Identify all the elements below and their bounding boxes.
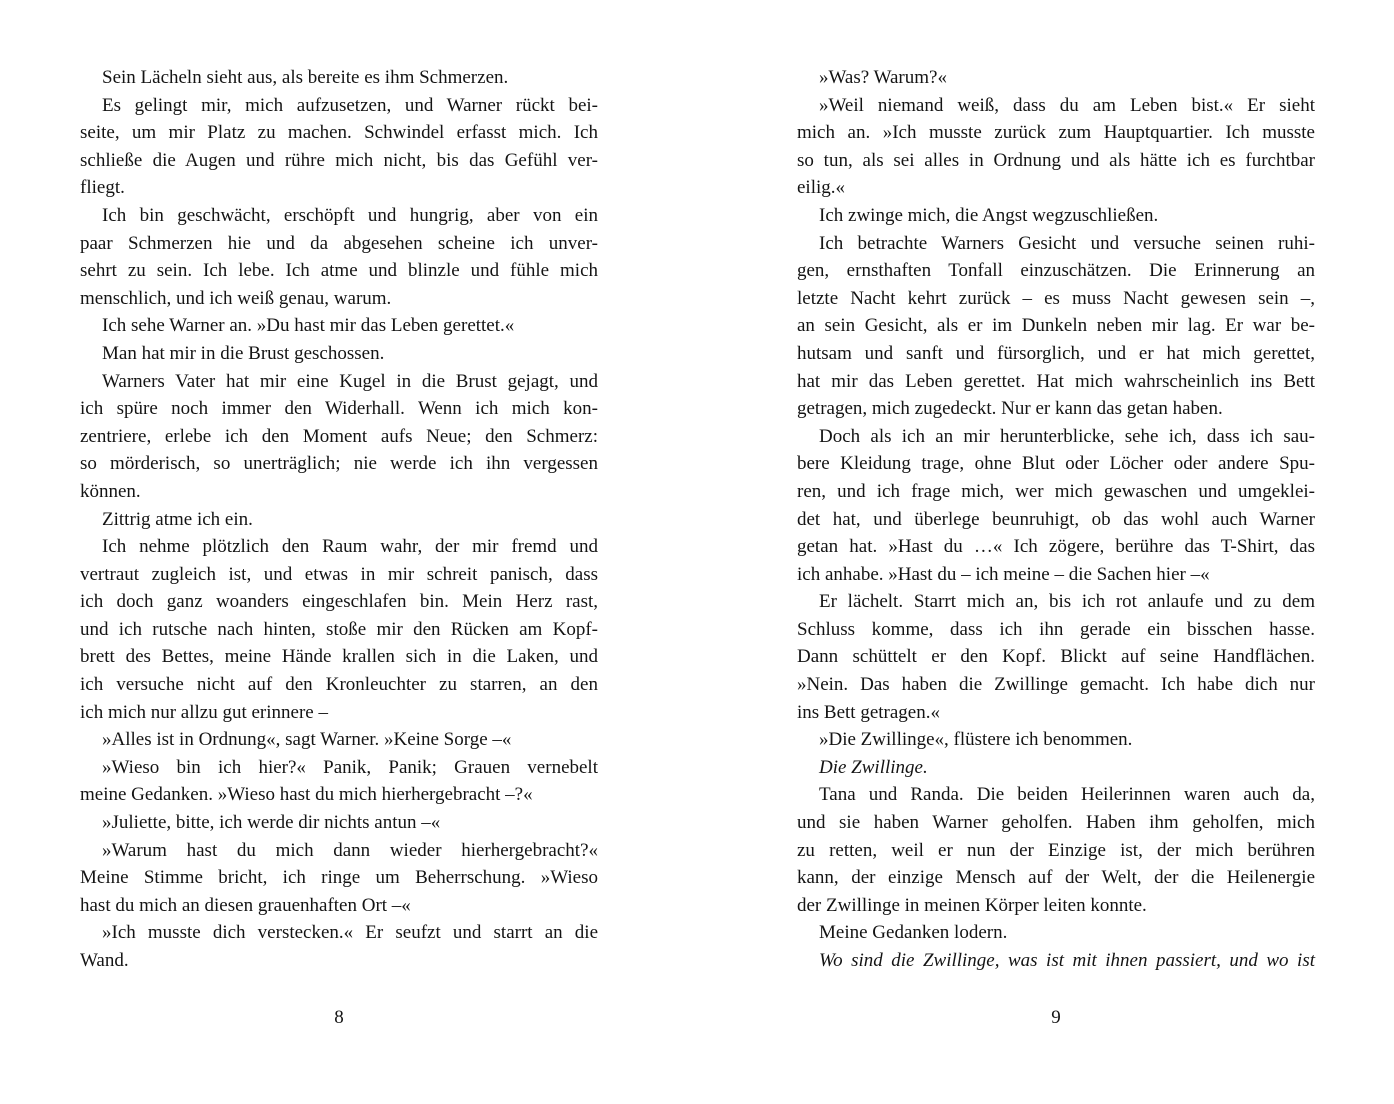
text-line: ich doch ganz woanders eingeschlafen bin. Mein Herz rast, bbox=[80, 591, 598, 613]
left-page-text bbox=[80, 64, 598, 975]
text-line: hat mir das Leben gerettet. Hat mich wahrscheinlich ins Bett bbox=[797, 370, 1315, 392]
left-page-number: 8 bbox=[334, 1007, 344, 1028]
text-line: zu retten, weil er nun der Einzige ist, der mich berühren bbox=[797, 839, 1315, 861]
text-line: Ich zwinge mich, die Angst wegzuschließen. bbox=[819, 204, 1159, 226]
text-line: Wo sind die Zwillinge, was ist mit ihnen passiert, und wo ist bbox=[819, 950, 1315, 971]
text-line: kann, der einzige Mensch auf der Welt, der die Heilenergie bbox=[797, 867, 1315, 889]
text-line: Tana und Randa. Die beiden Heilerinnen waren auch da, bbox=[819, 784, 1315, 806]
text-line: mich an. »Ich musste zurück zum Hauptquartier. Ich musste bbox=[797, 122, 1315, 144]
text-line: getan hat. »Hast du …« Ich zögere, berühre das T-Shirt, das bbox=[797, 536, 1315, 558]
text-line: Ich bin geschwächt, erschöpft und hungrig, aber von ein bbox=[102, 204, 598, 226]
text-line: fliegt. bbox=[80, 177, 125, 199]
text-line: »Was? Warum?« bbox=[819, 67, 947, 88]
text-line: Die Zwillinge. bbox=[819, 756, 928, 778]
text-line: Warners Vater hat mir eine Kugel in die Brust gejagt, und bbox=[102, 370, 598, 392]
text-line: Man hat mir in die Brust geschossen. bbox=[102, 342, 385, 364]
text-line: Ich betrachte Warners Gesicht und versuche seinen ruhi- bbox=[819, 232, 1315, 254]
text-line: menschlich, und ich weiß genau, warum. bbox=[80, 287, 392, 309]
text-line: ich anhabe. »Hast du – ich meine – die Sachen hier –« bbox=[797, 563, 1210, 585]
text-line: an sein Gesicht, als er im Dunkeln neben mir lag. Er war be- bbox=[797, 315, 1315, 337]
text-line: Schluss komme, dass ich ihn gerade ein bisschen hasse. bbox=[797, 618, 1315, 640]
text-line: Sein Lächeln sieht aus, als bereite es ihm Schmerzen. bbox=[102, 67, 509, 88]
text-line: und ich rutsche nach hinten, stoße mir den Rücken am Kopf- bbox=[80, 618, 598, 640]
text-line: seite, um mir Platz zu machen. Schwindel erfasst mich. Ich bbox=[80, 122, 598, 144]
text-line: »Alles ist in Ordnung«, sagt Warner. »Keine Sorge –« bbox=[102, 729, 512, 751]
text-line: Ich nehme plötzlich den Raum wahr, der mir fremd und bbox=[102, 536, 598, 558]
text-line: ins Bett getragen.« bbox=[797, 701, 940, 723]
text-line: so tun, als sei alles in Ordnung und als hätte ich es furchtbar bbox=[797, 149, 1315, 171]
text-line: Ich sehe Warner an. »Du hast mir das Leben gerettet.« bbox=[102, 315, 515, 337]
text-line: zentriere, erlebe ich den Moment aufs Neue; den Schmerz: bbox=[80, 425, 598, 447]
text-line: hutsam und sanft und fürsorglich, und er hat mich gerettet, bbox=[797, 342, 1315, 364]
text-line: ich mich nur allzu gut erinnere – bbox=[80, 701, 328, 723]
text-line: hast du mich an diesen grauenhaften Ort –« bbox=[80, 894, 411, 916]
text-line: meine Gedanken. »Wieso hast du mich hierhergebracht –?« bbox=[80, 784, 533, 806]
text-line: brett des Bettes, meine Hände krallen sich in die Laken, und bbox=[80, 646, 598, 668]
text-line: det hat, und überlege beunruhigt, ob das wohl auch Warner bbox=[797, 508, 1315, 530]
text-line: getragen, mich zugedeckt. Nur er kann das getan haben. bbox=[797, 398, 1223, 420]
text-line: gen, ernsthaften Tonfall einzuschätzen. Die Erinnerung an bbox=[797, 260, 1315, 282]
text-line: »Wieso bin ich hier?« Panik, Panik; Grauen vernebelt bbox=[102, 756, 598, 778]
text-line: Meine Gedanken lodern. bbox=[819, 922, 1008, 944]
text-line: und sie haben Warner geholfen. Haben ihm geholfen, mich bbox=[797, 812, 1315, 834]
text-line: ich versuche nicht auf den Kronleuchter zu starren, an den bbox=[80, 674, 598, 696]
text-line: paar Schmerzen hie und da abgesehen scheine ich unver- bbox=[80, 232, 598, 254]
text-line: Zittrig atme ich ein. bbox=[102, 508, 253, 530]
text-line: »Weil niemand weiß, dass du am Leben bist.« Er sieht bbox=[819, 94, 1315, 116]
text-line: Wand. bbox=[80, 950, 129, 971]
right-page-text bbox=[797, 64, 1315, 975]
text-line: letzte Nacht kehrt zurück – es muss Nacht gewesen sein –, bbox=[797, 287, 1315, 309]
text-line: so mörderisch, so unerträglich; nie werde ich ihn vergessen bbox=[80, 453, 598, 475]
text-line: Doch als ich an mir herunterblicke, sehe ich, dass ich sau- bbox=[819, 425, 1315, 447]
text-line: »Ich musste dich verstecken.« Er seufzt und starrt an die bbox=[102, 922, 598, 944]
text-line: schließe die Augen und rühre mich nicht, bis das Gefühl ver- bbox=[80, 149, 598, 171]
right-page-number: 9 bbox=[1051, 1007, 1061, 1028]
text-line: der Zwillinge in meinen Körper leiten konnte. bbox=[797, 894, 1147, 916]
text-line: können. bbox=[80, 480, 141, 502]
text-line: sehrt zu sein. Ich lebe. Ich atme und blinzle und fühle mich bbox=[80, 260, 598, 282]
text-line: Er lächelt. Starrt mich an, bis ich rot anlaufe und zu dem bbox=[819, 591, 1315, 613]
text-line: »Nein. Das haben die Zwillinge gemacht. Ich habe dich nur bbox=[797, 674, 1315, 696]
text-line: Es gelingt mir, mich aufzusetzen, und Warner rückt bei- bbox=[102, 94, 598, 116]
text-line: Dann schüttelt er den Kopf. Blickt auf seine Handflächen. bbox=[797, 646, 1315, 668]
text-line: Meine Stimme bricht, ich ringe um Beherrschung. »Wieso bbox=[80, 867, 598, 889]
text-line: ich spüre noch immer den Widerhall. Wenn ich mich kon- bbox=[80, 398, 598, 420]
text-line: »Die Zwillinge«, flüstere ich benommen. bbox=[819, 729, 1133, 751]
text-line: bere Kleidung trage, ohne Blut oder Löcher oder andere Spu- bbox=[797, 453, 1315, 475]
text-line: »Warum hast du mich dann wieder hierhergebracht?« bbox=[102, 839, 598, 861]
text-line: vertraut zugleich ist, und etwas in mir schreit panisch, dass bbox=[80, 563, 598, 585]
text-line: ren, und ich frage mich, wer mich gewaschen und umgeklei- bbox=[797, 480, 1315, 502]
text-line: »Juliette, bitte, ich werde dir nichts antun –« bbox=[102, 812, 441, 834]
text-line: eilig.« bbox=[797, 177, 846, 199]
